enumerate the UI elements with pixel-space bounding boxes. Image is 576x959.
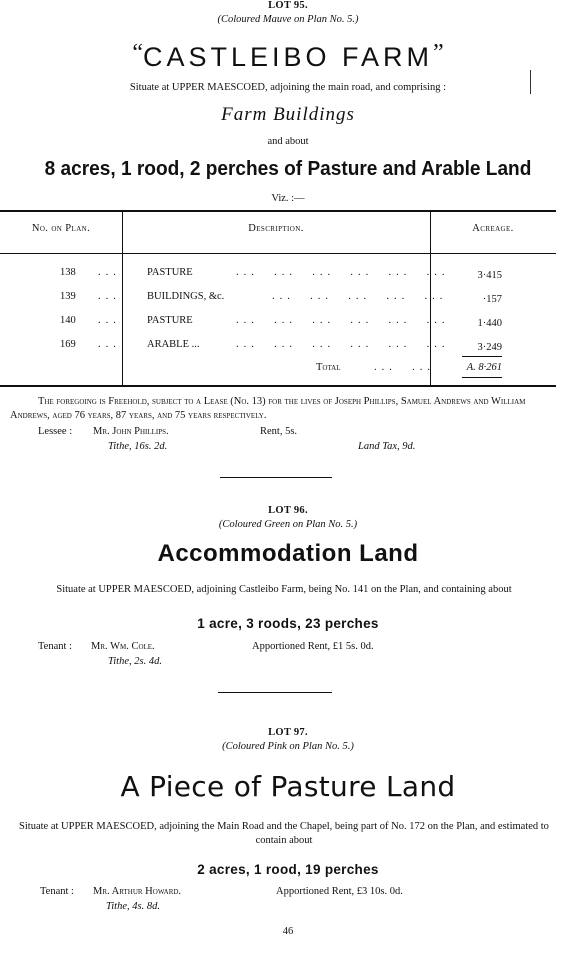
total-rule	[462, 377, 502, 378]
row-3-dots: ... ... ... ... ... ...	[236, 315, 450, 326]
row-2-acreage: ·157	[482, 294, 502, 305]
row-2-dots: ... ... ... ... ...	[272, 291, 448, 302]
row-4-acreage: 3·249	[477, 342, 502, 353]
row-3-leader: ...	[98, 315, 121, 326]
row-1-dots: ... ... ... ... ... ...	[236, 267, 450, 278]
lot-95-colour-note: (Coloured Mauve on Plan No. 5.)	[217, 14, 359, 25]
row-4-leader: ...	[98, 339, 121, 350]
row-2-leader: ...	[98, 291, 121, 302]
row-2-desc: BUILDINGS, &c.	[147, 291, 225, 302]
lot-96-rent: Apportioned Rent, £1 5s. 0d.	[252, 641, 374, 652]
header-acreage: Acreage.	[472, 223, 514, 234]
lot-97-situate: Situate at UPPER MAESCOED, adjoining the Main Road and the Chapel, being part of No. 172 on the Plan, and estimated to contain about	[19, 821, 549, 846]
row-1-acreage: 3·415	[477, 270, 502, 281]
row-2-no: 139	[60, 291, 76, 302]
table-bottom-rule	[0, 385, 556, 387]
total-dots: ... ...	[374, 362, 435, 373]
row-1-leader: ...	[98, 267, 121, 278]
row-4-desc: ARABLE ...	[147, 339, 200, 350]
viz-label: Viz. :—	[271, 193, 305, 204]
row-1-desc: PASTURE	[147, 267, 193, 278]
table-divider-1	[122, 211, 123, 385]
table-header-rule	[0, 253, 556, 254]
page-number: 46	[282, 926, 294, 937]
row-3-desc: PASTURE	[147, 315, 193, 326]
table-top-rule	[0, 210, 556, 212]
farm-title	[0, 40, 576, 73]
lot-97-tithe: Tithe, 4s. 8d.	[106, 901, 160, 912]
accommodation-land-title: Accommodation Land	[157, 540, 419, 567]
lot-95-situate: Situate at UPPER MAESCOED, adjoining the main road, and comprising :	[129, 82, 447, 93]
total-label: Total	[316, 362, 341, 373]
lot-97-tenant-label: Tenant :	[40, 886, 74, 897]
lot-96-colour-note: (Coloured Green on Plan No. 5.)	[218, 519, 358, 530]
separator-1	[220, 477, 332, 478]
close-quote: ”	[433, 40, 444, 66]
land-tax: Land Tax, 9d.	[358, 441, 416, 452]
lot-97-rent: Apportioned Rent, £3 10s. 0d.	[276, 886, 403, 897]
lot-96-area: 1 acre, 3 roods, 23 perches	[197, 616, 379, 631]
lot-97-tenant-name: Mr. Arthur Howard.	[93, 886, 182, 897]
open-quote: “	[132, 40, 143, 66]
lot-95-tithe: Tithe, 16s. 2d.	[108, 441, 168, 452]
row-3-acreage: 1·440	[477, 318, 502, 329]
and-about: and about	[267, 136, 309, 147]
lot-96-situate: Situate at UPPER MAESCOED, adjoining Castleibo Farm, being No. 141 on the Plan, and containing about	[56, 584, 512, 595]
row-1-no: 138	[60, 267, 76, 278]
lot-96-tenant-label: Tenant :	[38, 641, 72, 652]
pasture-land-title: A Piece of Pasture Land	[120, 770, 456, 803]
header-no-on-plan: No. on Plan.	[31, 223, 91, 234]
total-value: A. 8·261	[466, 362, 502, 373]
lot-96-tithe: Tithe, 2s. 4d.	[108, 656, 162, 667]
farm-name: CASTLEIBO FARM	[142, 42, 434, 72]
lessee-label: Lessee :	[38, 426, 73, 437]
lot-96-tenant-name: Mr. Wm. Cole.	[91, 641, 155, 652]
header-description: Description.	[248, 223, 304, 234]
lot-96-heading: LOT 96.	[268, 505, 308, 516]
lot-97-colour-note: (Coloured Pink on Plan No. 5.)	[222, 741, 354, 752]
row-4-no: 169	[60, 339, 76, 350]
lessee-name: Mr. John Phillips.	[93, 426, 169, 437]
row-3-no: 140	[60, 315, 76, 326]
row-4-dots: ... ... ... ... ... ...	[236, 339, 450, 350]
lessee-rent: Rent, 5s.	[260, 426, 298, 437]
acreage-heading: 8 acres, 1 rood, 2 perches of Pasture and Arable Land	[44, 157, 532, 180]
sum-rule	[462, 356, 502, 357]
farm-buildings-heading: Farm Buildings	[221, 104, 355, 125]
lot-97-heading: LOT 97.	[268, 727, 308, 738]
lot-97-area: 2 acres, 1 rood, 19 perches	[197, 862, 379, 877]
lot-95-heading: LOT 95.	[268, 0, 308, 11]
separator-2	[218, 692, 332, 693]
freehold-paragraph: The foregoing is Freehold, subject to a Lease (No. 13) for the lives of Joseph Phillips, Samuel Andrews and William Andrews, aged 76 years, 87 years, and 75 years respectively.	[10, 396, 526, 421]
